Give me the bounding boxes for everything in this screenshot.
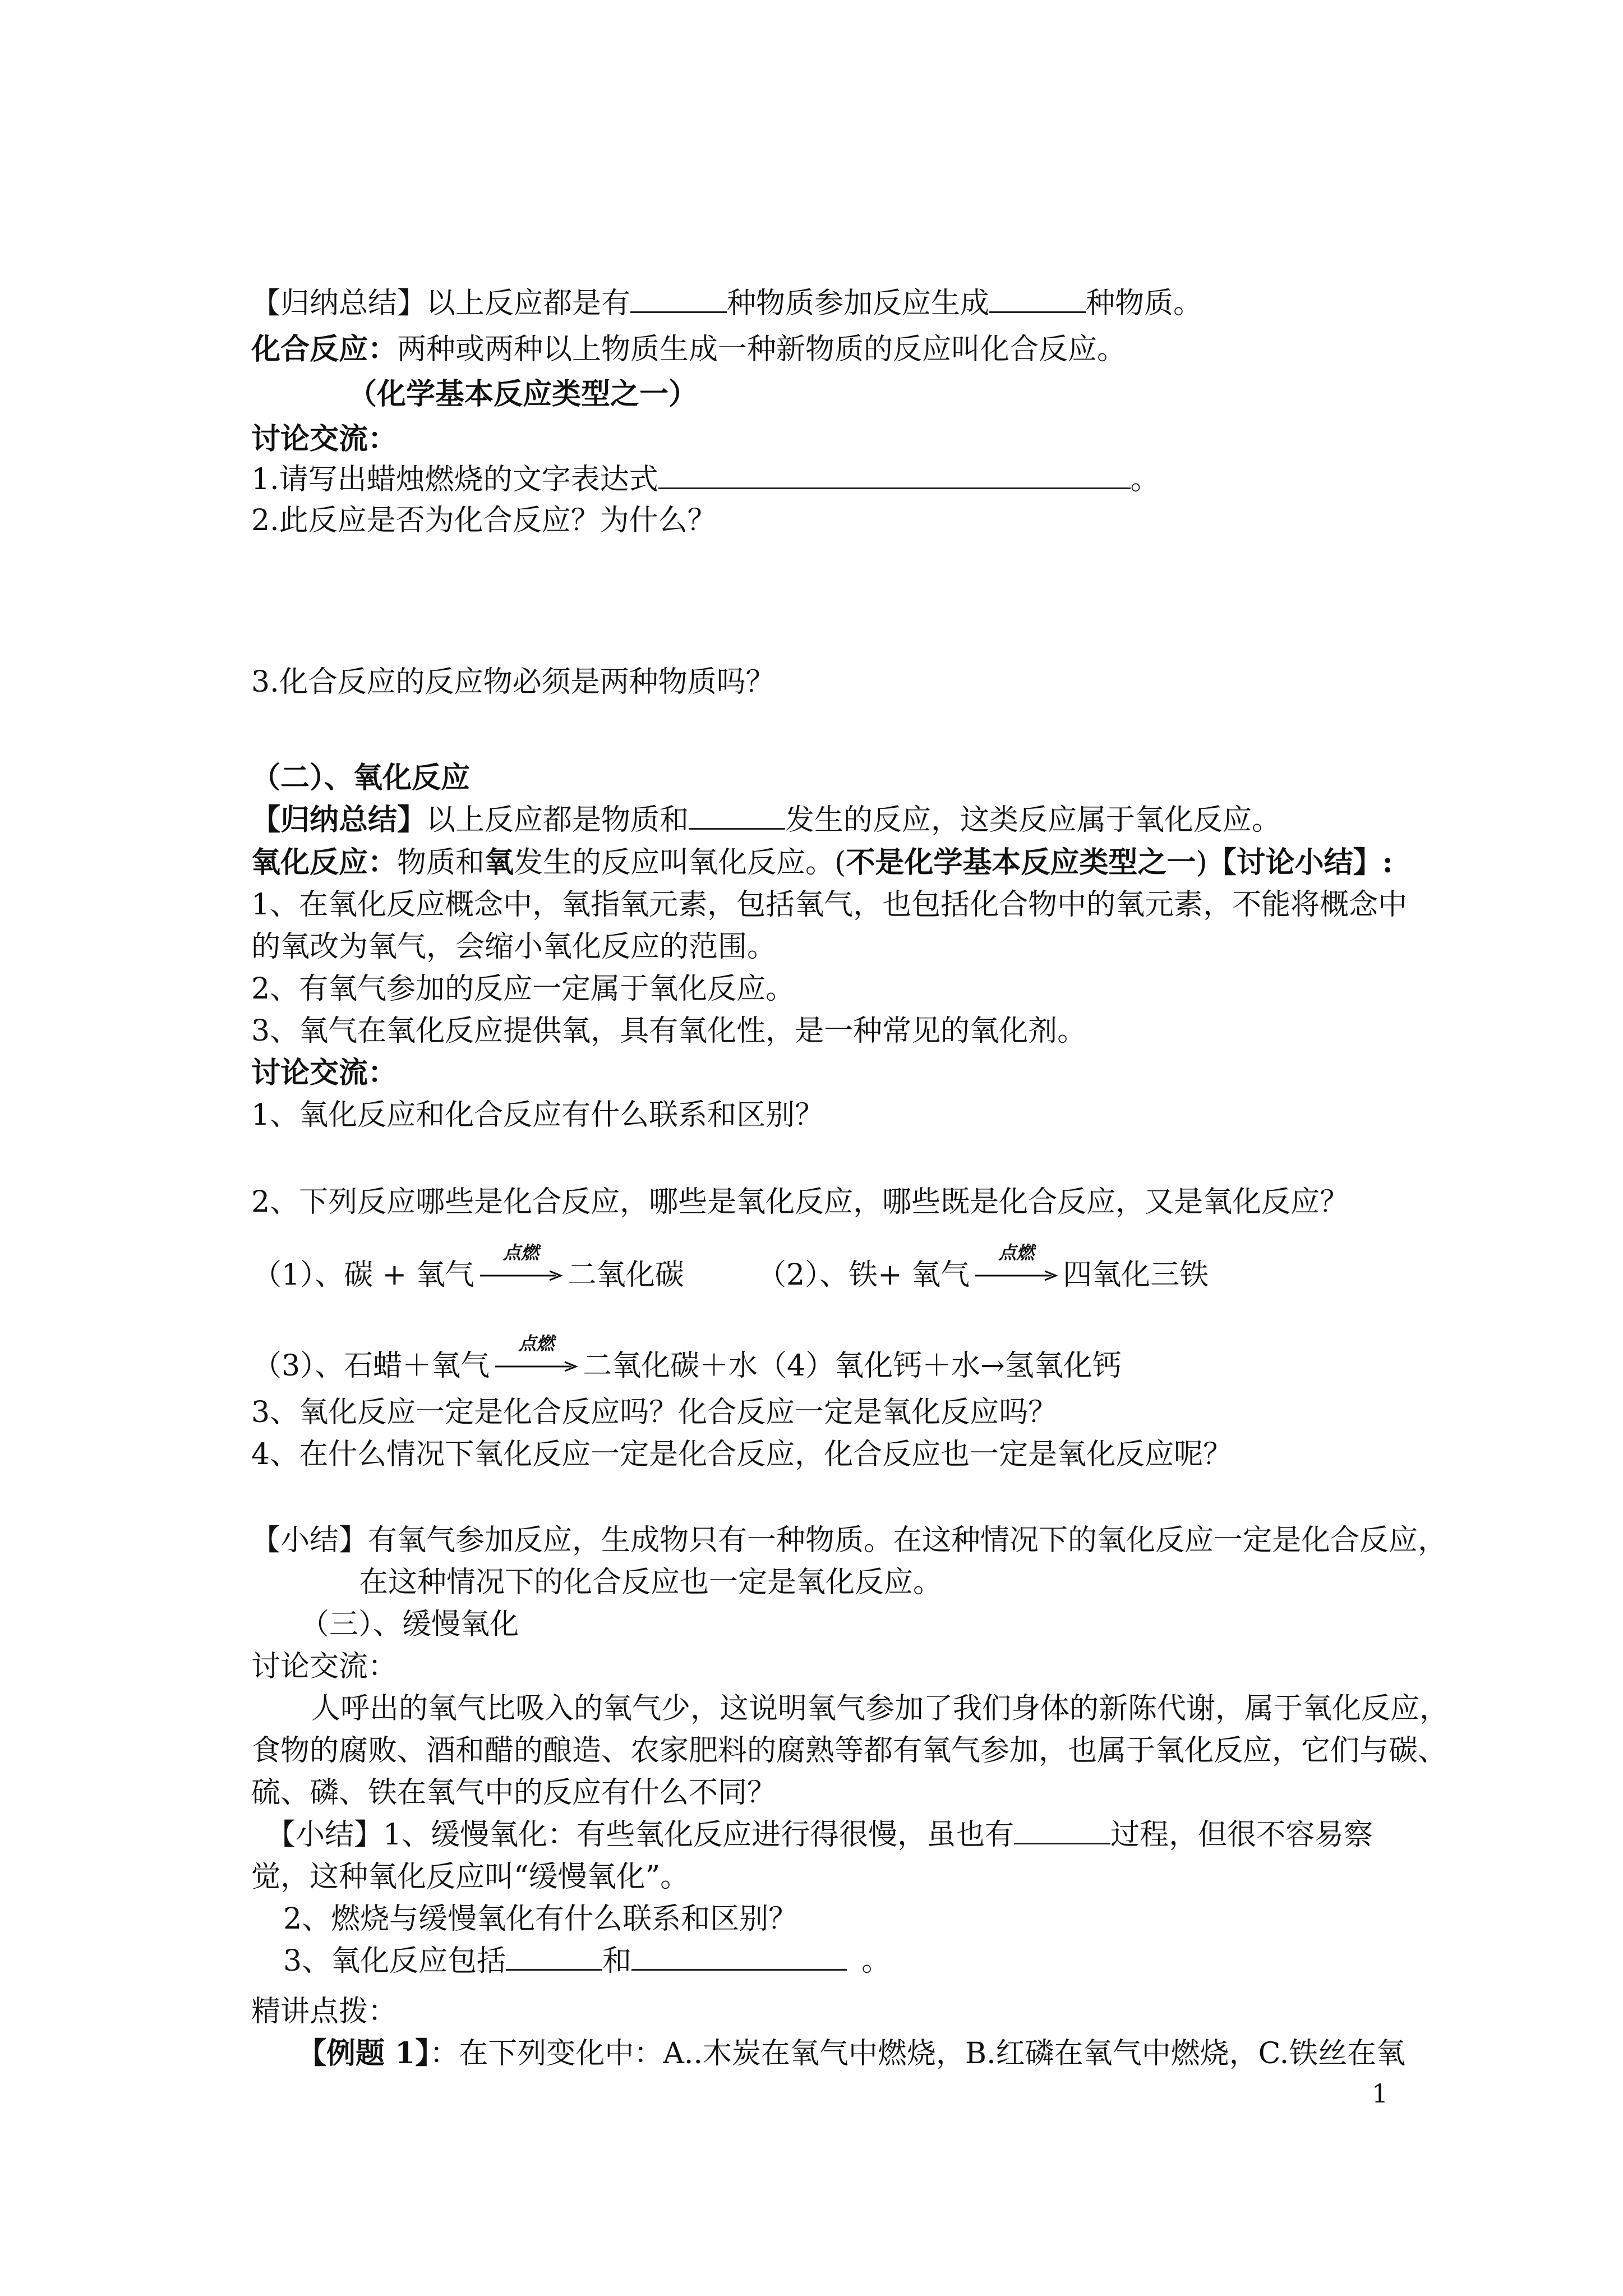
- reaction-1: （1）、碳 + 氧气 点燃 二氧化碳: [252, 1242, 684, 1292]
- fill-blank[interactable]: [506, 1944, 602, 1971]
- summary-line-1: 【归纳总结】以上反应都是有 种物质参加反应生成 种物质。: [251, 287, 1203, 320]
- discussion-q1: 1、氧化反应和化合反应有什么联系和区别？: [251, 1098, 824, 1132]
- type-note: （化学基本反应类型之一）: [348, 377, 698, 411]
- section-oxidation-heading: （二）、氧化反应: [251, 761, 471, 795]
- discussion-heading-1: 讨论交流：: [251, 422, 398, 456]
- reaction-arrow: 点燃: [479, 1255, 563, 1285]
- oxidation-definition: 氧化反应：物质和氧发生的反应叫氧化反应。(不是化学基本反应类型之一)【讨论小结】:: [251, 845, 1393, 880]
- reaction-3-4: （3）、石蜡＋氧气 点燃 二氧化碳＋水（4）氧化钙＋水→氢氧化钙: [252, 1333, 1122, 1383]
- fill-blank[interactable]: [1014, 1818, 1110, 1844]
- slow-oxidation-summary-cont: 觉，这种氧化反应叫“缓慢氧化”。: [251, 1860, 690, 1894]
- note-3: 3、氧气在氧化反应提供氧，具有氧化性，是一种常见的氧化剂。: [251, 1014, 1087, 1048]
- discussion-q4: 4、在什么情况下氧化反应一定是化合反应，化合反应也一定是氧化反应呢？: [251, 1438, 1233, 1471]
- reaction-arrow: 点燃: [974, 1255, 1058, 1285]
- question-3: 3.化合反应的反应物必须是两种物质吗？: [251, 665, 775, 699]
- discussion-heading-3: 讨论交流：: [251, 1650, 398, 1683]
- page-number: 1: [1372, 2078, 1389, 2109]
- summary-conclusion: 【小结】有氧气参加反应，生成物只有一种物质。在这种情况下的氧化反应一定是化合反应，: [251, 1524, 1447, 1557]
- discussion-q2: 2、下列反应哪些是化合反应，哪些是氧化反应，哪些既是化合反应，又是氧化反应？: [251, 1185, 1349, 1219]
- fill-blank[interactable]: [630, 287, 727, 313]
- question-2: 2.此反应是否为化合反应？为什么？: [251, 504, 717, 537]
- note-1-cont: 的氧改为氧气，会缩小氧化反应的范围。: [251, 930, 777, 964]
- fill-blank[interactable]: [989, 287, 1086, 313]
- fill-blank[interactable]: [631, 1944, 847, 1971]
- reaction-arrow: 点燃: [494, 1346, 578, 1375]
- combination-definition: 化合反应：两种或两种以上物质生成一种新物质的反应叫化合反应。: [251, 332, 1127, 366]
- summary-q3: 3、氧化反应包括 和 。: [283, 1944, 891, 1978]
- reaction-2: （2）、铁+ 氧气 点燃 四氧化三铁: [757, 1242, 1209, 1292]
- discussion-heading-2: 讨论交流：: [251, 1056, 398, 1090]
- fill-blank[interactable]: [658, 463, 1131, 489]
- summary-q2: 2、燃烧与缓慢氧化有什么联系和区别？: [283, 1902, 798, 1936]
- discussion-q3: 3、氧化反应一定是化合反应吗？化合反应一定是氧化反应吗？: [251, 1396, 1058, 1429]
- paragraph-line-2: 食物的腐败、酒和醋的酿造、农家肥料的腐熟等都有氧气参加，也属于氧化反应，它们与碳、: [251, 1734, 1447, 1768]
- fill-blank[interactable]: [689, 803, 785, 830]
- example-1: 【例题 1】：在下列变化中：A..木炭在氧气中燃烧，B.红磷在氧气中燃烧，C.铁丝在氧: [297, 2036, 1406, 2070]
- paragraph-line-1: 人呼出的氧气比吸入的氧气少，这说明氧气参加了我们身体的新陈代谢，属于氧化反应，: [311, 1692, 1449, 1726]
- summary-conclusion-cont: 在这种情况下的化合反应也一定是氧化反应。: [359, 1566, 943, 1599]
- question-1: 1.请写出蜡烛燃烧的文字表达式 。: [251, 463, 1160, 496]
- paragraph-line-3: 硫、磷、铁在氧气中的反应有什么不同？: [251, 1776, 777, 1810]
- note-2: 2、有氧气参加的反应一定属于氧化反应。: [251, 972, 795, 1006]
- note-1: 1、在氧化反应概念中，氧指氧元素，包括氧气，也包括化合物中的氧元素，不能将概念中: [251, 888, 1408, 922]
- slow-oxidation-summary: 【小结】1、缓慢氧化：有些氧化反应进行得很慢，虽也有 过程，但很不容易察: [266, 1818, 1373, 1852]
- summary-line-2: 【归纳总结】以上反应都是物质和 发生的反应，这类反应属于氧化反应。: [251, 803, 1281, 837]
- lecture-heading: 精讲点拨：: [251, 1995, 398, 2028]
- section-slow-oxidation-heading: （三）、缓慢氧化: [300, 1608, 519, 1641]
